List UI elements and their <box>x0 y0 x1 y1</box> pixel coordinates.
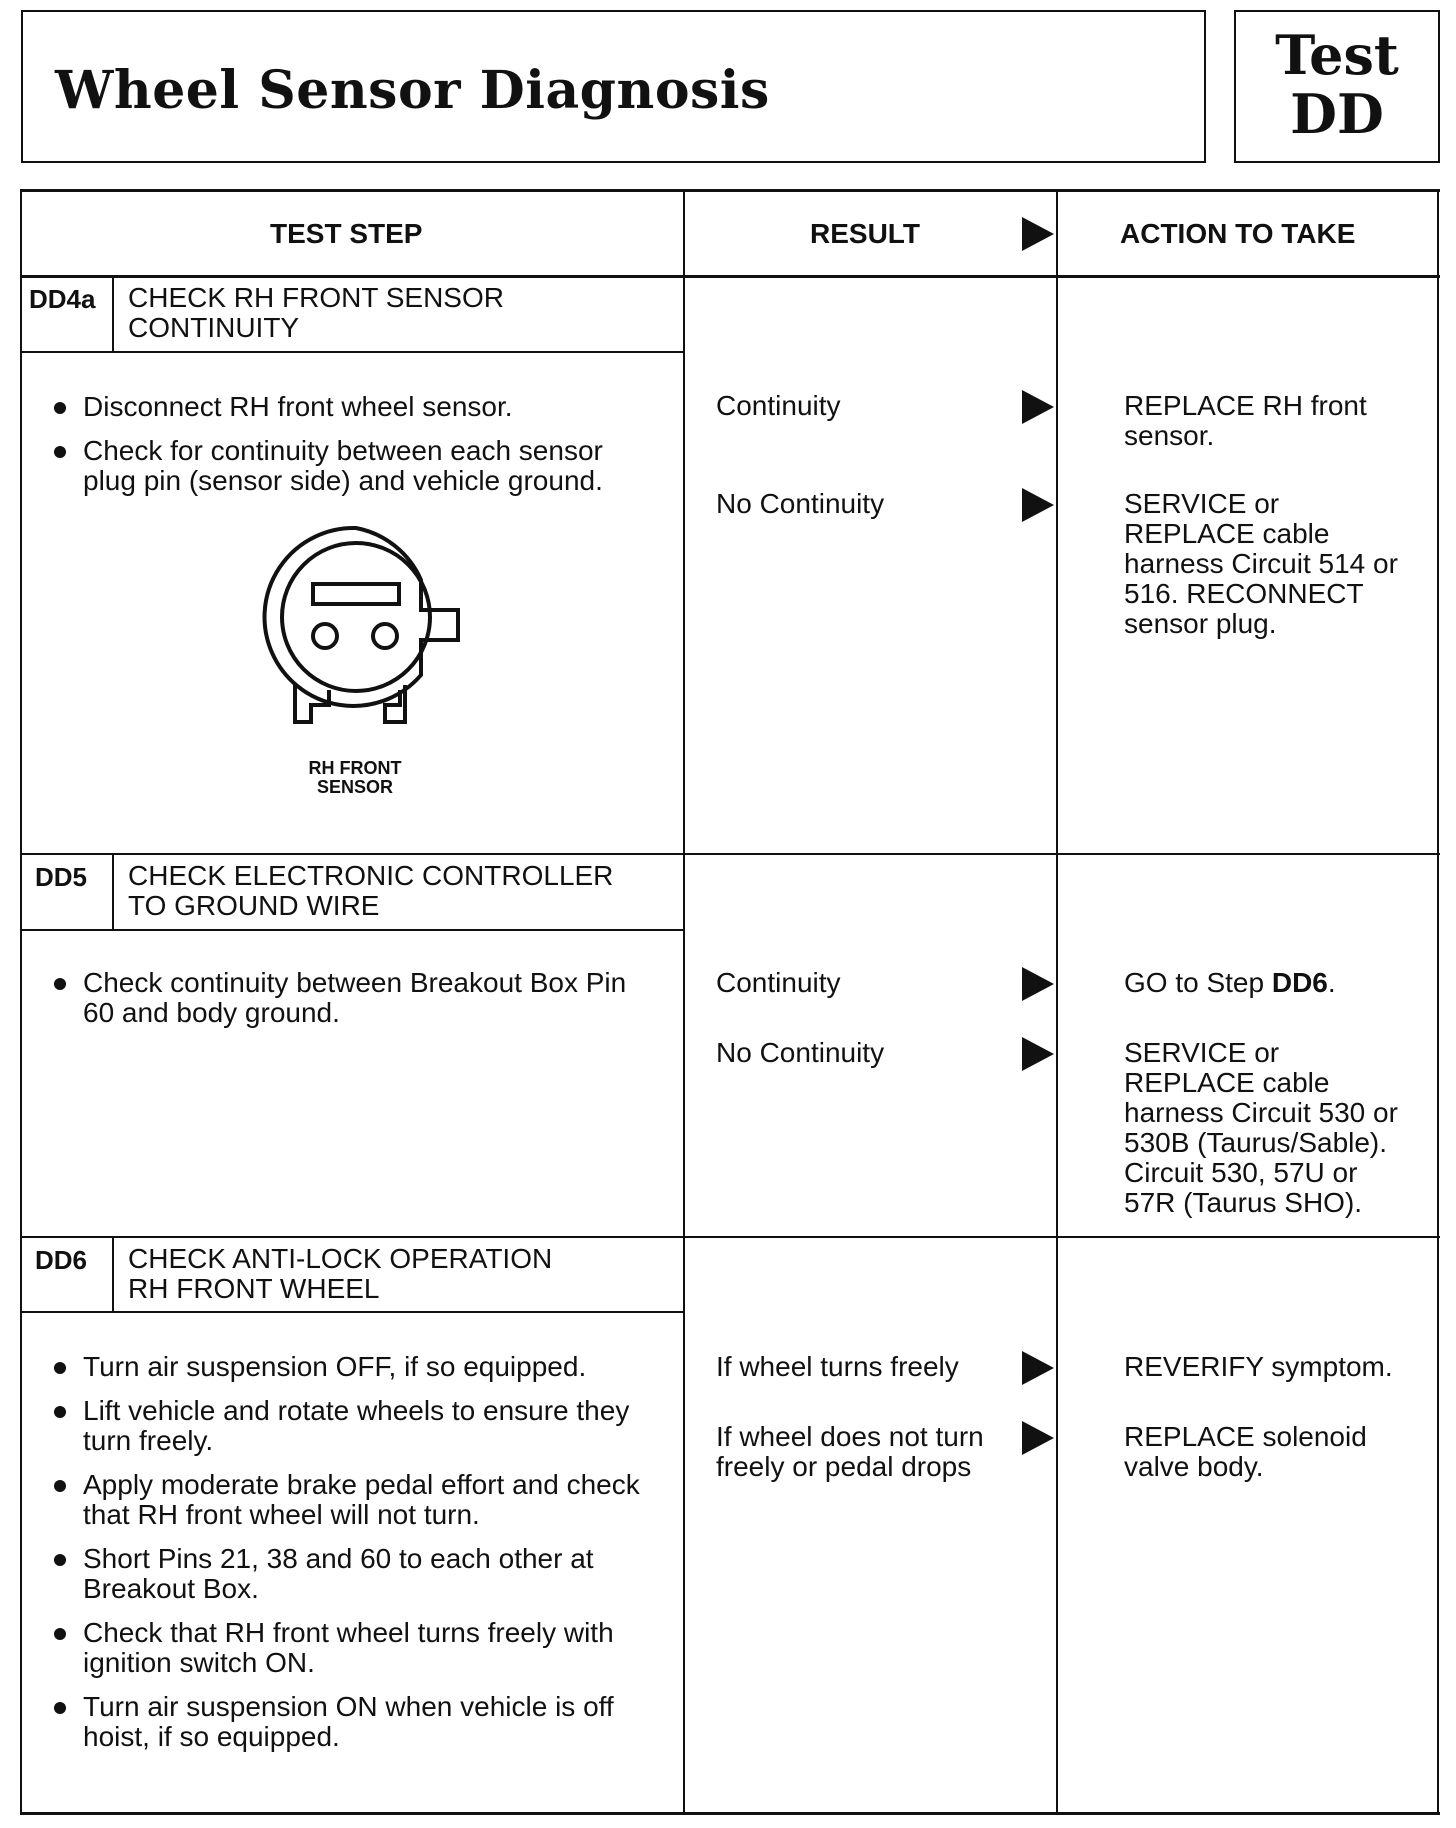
list-item: Turn air suspension OFF, if so equipped. <box>54 1352 674 1382</box>
list-item: Disconnect RH front wheel sensor. <box>54 392 654 422</box>
header-action: ACTION TO TAKE <box>1120 218 1356 249</box>
title-box <box>21 10 1206 163</box>
test-badge-line2: DD <box>1290 82 1384 146</box>
action-dd6-not-turn: REPLACE solenoid valve body. <box>1124 1421 1367 1482</box>
result-arrow-icon <box>1022 1351 1054 1385</box>
list-item: Check for continuity between each sensor plug pin (sensor side) and vehicle ground. <box>54 436 654 496</box>
step-id-dd5: DD5 <box>35 862 88 892</box>
list-item: Check continuity between Breakout Box Pin 60 and body ground. <box>54 968 654 1028</box>
table-left-border <box>20 189 22 1815</box>
result-dd4a-no-continuity: No Continuity <box>716 488 885 519</box>
step-title-dd4a: CHECK RH FRONT SENSOR CONTINUITY <box>128 282 504 343</box>
list-item: Check that RH front wheel turns freely with ignition switch ON. <box>54 1618 674 1678</box>
list-item: Turn air suspension ON when vehicle is off hoist, if so equipped. <box>54 1692 674 1752</box>
step-bullets-dd6 <box>54 1352 674 1766</box>
col-divider-action <box>1056 189 1058 1815</box>
step-bullets-dd4a <box>54 392 654 510</box>
col-divider-result <box>683 189 685 1815</box>
result-arrow-icon <box>1022 1421 1054 1455</box>
step-title-dd5: CHECK ELECTRONIC CONTROLLER TO GROUND WIRE <box>128 860 614 921</box>
rh-front-sensor-plug-diagram <box>255 520 465 730</box>
dd6-title-bottom <box>20 1311 685 1313</box>
result-dd4a-continuity: Continuity <box>716 390 841 421</box>
list-item: Short Pins 21, 38 and 60 to each other at Breakout Box. <box>54 1544 674 1604</box>
sensor-figure-label: RH FRONT SENSOR <box>308 758 402 797</box>
header-result: RESULT <box>810 218 920 249</box>
dd6-id-divider <box>112 1238 114 1312</box>
test-badge-line1: Test <box>1275 23 1399 87</box>
step-bullets-dd5 <box>54 968 654 1042</box>
result-dd6-not-turn: If wheel does not turn freely or pedal drops <box>716 1421 984 1482</box>
action-dd6-turns-freely: REVERIFY symptom. <box>1124 1351 1393 1382</box>
result-arrow-icon <box>1022 1037 1054 1071</box>
row-divider-dd6 <box>20 1236 1440 1238</box>
result-arrow-icon <box>1022 488 1054 522</box>
dd4a-id-divider <box>112 277 114 352</box>
page-title: Wheel Sensor Diagnosis <box>55 60 770 121</box>
test-badge <box>1234 10 1440 163</box>
action-dd4a-continuity: REPLACE RH front sensor. <box>1124 390 1367 451</box>
result-dd6-turns-freely: If wheel turns freely <box>716 1351 959 1382</box>
step-title-dd6: CHECK ANTI-LOCK OPERATION RH FRONT WHEEL <box>128 1243 553 1304</box>
dd4a-title-bottom <box>20 351 685 353</box>
result-arrow-icon <box>1022 390 1054 424</box>
list-item: Apply moderate brake pedal effort and check that RH front wheel will not turn. <box>54 1470 674 1530</box>
action-dd5-continuity <box>1124 968 1336 998</box>
action-dd5-prefix: GO to Step <box>1124 967 1272 998</box>
action-dd4a-no-continuity: SERVICE or REPLACE cable harness Circuit 514 or 516. RECONNECT sensor plug. <box>1124 488 1398 639</box>
result-arrow-icon <box>1022 967 1054 1001</box>
step-id-dd6: DD6 <box>35 1245 88 1275</box>
action-dd5-suffix: . <box>1327 967 1336 998</box>
row-divider-dd5 <box>20 853 1440 855</box>
header-bottom-border <box>20 275 1440 278</box>
table-right-border <box>1437 189 1439 1815</box>
action-dd5-step-ref: DD6 <box>1271 967 1328 998</box>
table-bottom-border <box>20 1812 1440 1815</box>
table-top-border <box>20 189 1440 192</box>
result-dd5-continuity: Continuity <box>716 967 841 998</box>
test-badge-label <box>1236 23 1438 146</box>
dd5-id-divider <box>112 855 114 930</box>
step-id-dd4a: DD4a <box>29 284 96 314</box>
header-arrow-icon <box>1022 217 1054 251</box>
header-test-step: TEST STEP <box>270 218 423 249</box>
action-dd5-no-continuity: SERVICE or REPLACE cable harness Circuit 530 or 530B (Taurus/Sable). Circuit 530, 57U or 57R (Taurus SHO). <box>1124 1037 1398 1218</box>
dd5-title-bottom <box>20 929 685 931</box>
result-dd5-no-continuity: No Continuity <box>716 1037 885 1068</box>
list-item: Lift vehicle and rotate wheels to ensure they turn freely. <box>54 1396 674 1456</box>
